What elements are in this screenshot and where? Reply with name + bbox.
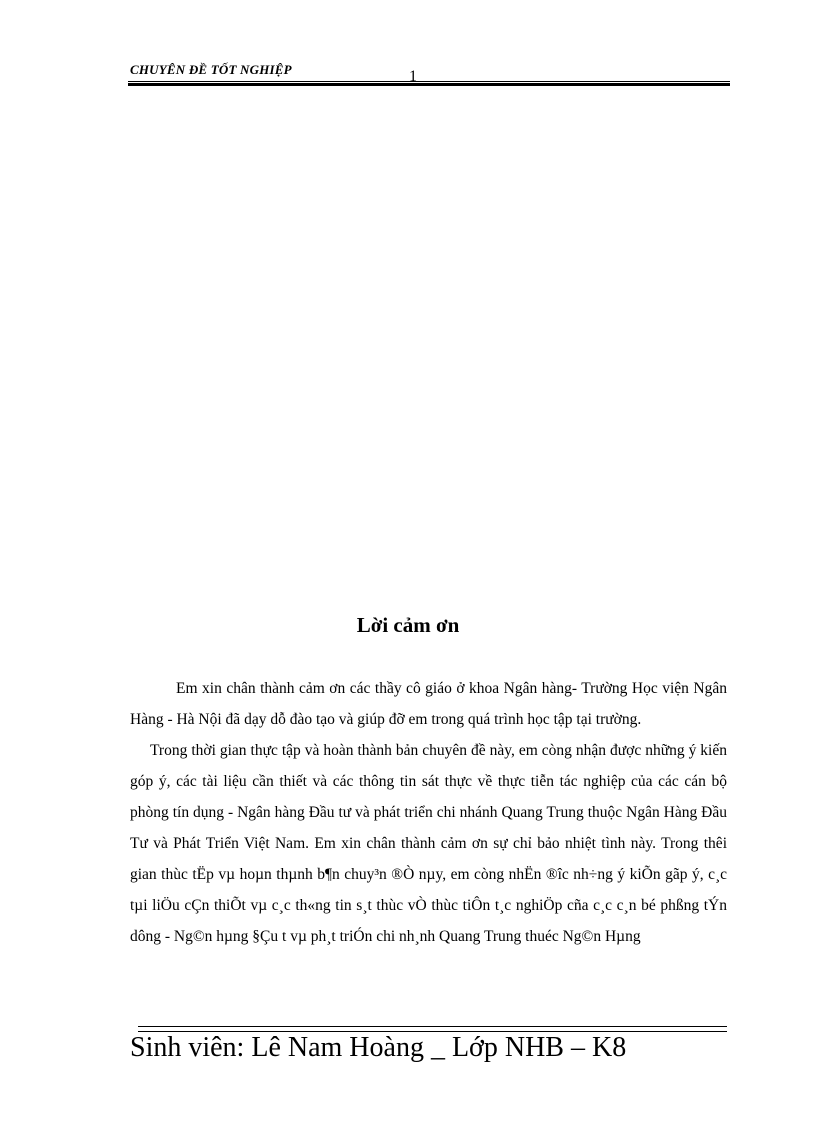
page-number: 1 — [409, 68, 417, 85]
paragraph-1: Em xin chân thành cảm ơn các thầy cô giáo ở khoa Ngân hàng- Trường Học viện Ngân Hàng - Hà Nội đã dạy dỗ đào tạo và giúp đỡ em trong quá trình học tập tại trường. — [130, 680, 727, 728]
paragraph-2: Trong thời gian thực tập và hoàn thành bản chuyên đề này, em còng nhận được những ý kiến góp ý, các tài liệu cần thiết và các thông tin sát thực về thực tiễn tác nghiệp của các cán bộ phòng tín dụng - Ngân hàng Đầu tư và phát triển chi nhánh Quang Trung thuộc Ngân Hàng Đầu Tư và Phát Triển Việt Nam. Em xin chân thành cảm ơn sự chỉ bảo nhiệt tình này. Trong thêi gian thùc tËp vµ hoµn thµnh b¶n chuy³n ®Ò nµy, em còng nhËn ®îc nh÷ng ý kiÕn gãp ý, c¸c tµi liÖu cÇn thiÕt vµ c¸c th«ng tin s¸t thùc vÒ thùc tiÔn t¸c nghiÖp cña c¸c c¸n bé phßng tÝn dông - Ng©n hµng §Çu t vµ ph¸t triÓn chi nh¸nh Quang Trung thuéc Ng©n Hµng — [130, 742, 727, 945]
header-title: CHUYÊN ĐỀ TỐT NGHIỆP — [130, 62, 292, 77]
body-text — [130, 673, 727, 952]
document-title: Lời cảm ơn — [356, 613, 460, 637]
header-rule — [128, 81, 730, 86]
footer-text: Sinh viên: Lê Nam Hoàng _ Lớp NHB – K8 — [130, 1032, 627, 1063]
